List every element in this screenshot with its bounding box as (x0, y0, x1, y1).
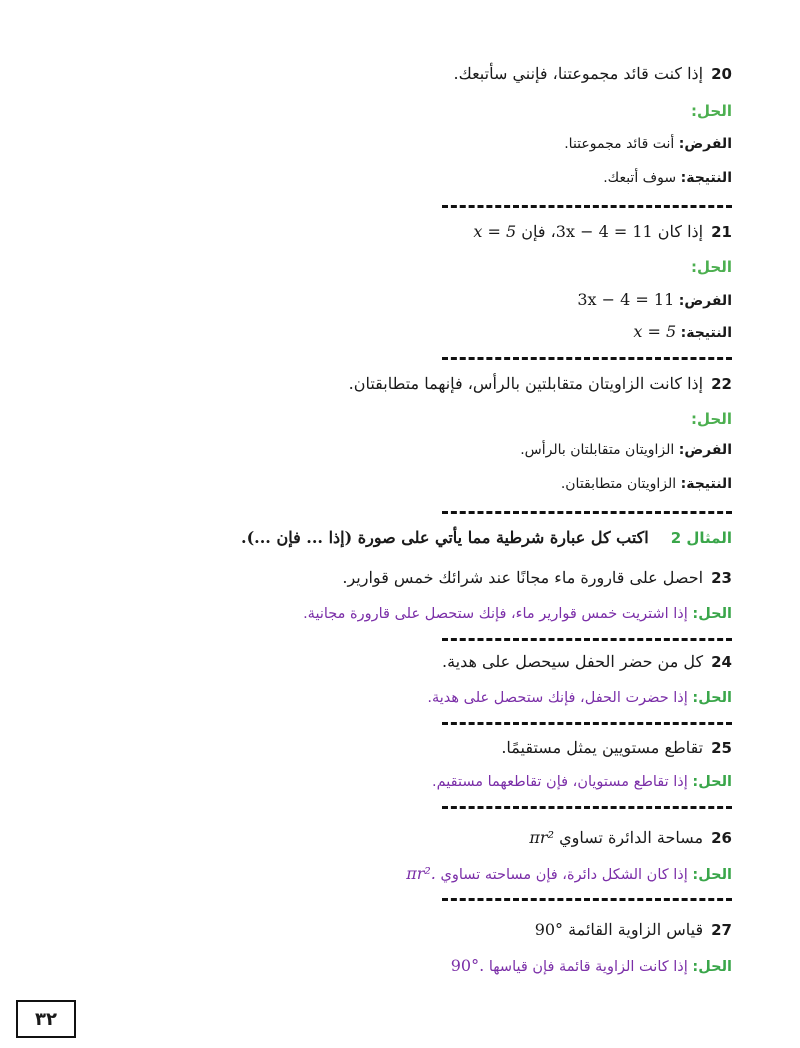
premise-text: الزاويتان متقابلتان بالرأس. (520, 442, 675, 458)
solution-label: الحل: (692, 774, 732, 790)
question-number: 20 (711, 65, 732, 83)
premise-equation: 3x − 4 = 11 (577, 290, 675, 309)
answer-26 (406, 864, 732, 883)
question-text: قياس الزاوية القائمة (568, 920, 704, 939)
question-26 (529, 828, 732, 847)
angle-value: 90° (534, 920, 564, 939)
question-20 (454, 64, 733, 83)
answer-23 (303, 606, 732, 622)
question-number: 22 (711, 375, 732, 393)
question-number: 27 (711, 921, 732, 939)
conclusion-text: سوف أتبعك. (603, 170, 677, 186)
example-label: المثال 2 (670, 529, 732, 547)
area-formula: πr² (529, 828, 554, 847)
answer-text: إذا تقاطع مستويان، فإن تقاطعهما مستقيم. (431, 774, 688, 790)
premise-label: الفرض: (678, 136, 732, 152)
equation-1: 3x − 4 = 11 (555, 222, 653, 241)
solution-label: الحل: (692, 959, 732, 975)
answer-27 (451, 956, 732, 975)
answer-text: إذا كان الشكل دائرة، فإن مساحته تساوي (440, 867, 688, 883)
question-text: تقاطع مستويين يمثل مستقيمًا. (501, 738, 704, 757)
question-23 (342, 568, 732, 587)
question-27 (535, 920, 732, 939)
conclusion-label: النتيجة: (680, 325, 732, 341)
question-text: إذا كنت قائد مجموعتنا، فإنني سأتبعك. (453, 64, 704, 83)
separator (442, 638, 732, 641)
premise-label: الفرض: (678, 293, 732, 309)
premise-line (520, 442, 732, 458)
conclusion-label: النتيجة: (680, 476, 732, 492)
question-text: مساحة الدائرة تساوي (559, 828, 704, 847)
separator (442, 357, 732, 360)
question-text: كل من حضر الحفل سيحصل على هدية. (441, 652, 704, 671)
premise-label: الفرض: (678, 442, 732, 458)
conclusion-line (561, 476, 732, 492)
equation-2: x = 5 (473, 222, 517, 241)
solution-label: الحل: (692, 867, 732, 883)
solution-label: الحل: (691, 258, 732, 276)
question-22 (349, 374, 732, 393)
question-prefix: إذا كان (657, 222, 704, 241)
premise-text: أنت قائد مجموعتنا. (564, 136, 675, 152)
question-number: 26 (711, 829, 732, 847)
question-25 (501, 738, 732, 757)
answer-formula: πr². (406, 864, 436, 883)
premise-line (564, 136, 732, 152)
conclusion-equation: x = 5 (633, 322, 677, 341)
page-number: ٣٢ (16, 1000, 76, 1038)
question-text: إذا كانت الزاويتان متقابلتين بالرأس، فإنهما متطابقتان. (348, 374, 704, 393)
separator (442, 806, 732, 809)
separator (442, 898, 732, 901)
answer-angle: 90°. (450, 956, 485, 975)
answer-text: إذا حضرت الحفل، فإنك ستحصل على هدية. (427, 690, 688, 706)
example-instruction: اكتب كل عبارة شرطية مما يأتي على صورة (إذا ... فإن ...). (241, 528, 649, 547)
conclusion-line (603, 170, 732, 186)
question-text: احصل على قارورة ماء مجانًا عند شرائك خمس قوارير. (342, 568, 704, 587)
solution-label: الحل: (692, 690, 732, 706)
solution-label: الحل: (691, 410, 732, 428)
question-21 (473, 222, 732, 241)
question-number: 25 (711, 739, 732, 757)
answer-24 (427, 690, 732, 706)
separator (442, 722, 732, 725)
question-number: 23 (711, 569, 732, 587)
question-number: 21 (711, 223, 732, 241)
conclusion-line (633, 322, 732, 341)
solution-label: الحل: (692, 606, 732, 622)
question-mid: ، فإن (521, 222, 556, 241)
answer-25 (432, 774, 732, 790)
solution-label: الحل: (691, 102, 732, 120)
premise-line (577, 290, 732, 309)
conclusion-label: النتيجة: (680, 170, 732, 186)
question-number: 24 (711, 653, 732, 671)
answer-text: إذا اشتريت خمس قوارير ماء، فإنك ستحصل على قارورة مجانية. (303, 606, 688, 622)
example-2-header (241, 528, 732, 547)
answer-text: إذا كانت الزاوية قائمة فإن قياسها (488, 959, 688, 975)
separator (442, 511, 732, 514)
separator (442, 205, 732, 208)
conclusion-text: الزاويتان متطابقتان. (560, 476, 677, 492)
question-24 (442, 652, 732, 671)
